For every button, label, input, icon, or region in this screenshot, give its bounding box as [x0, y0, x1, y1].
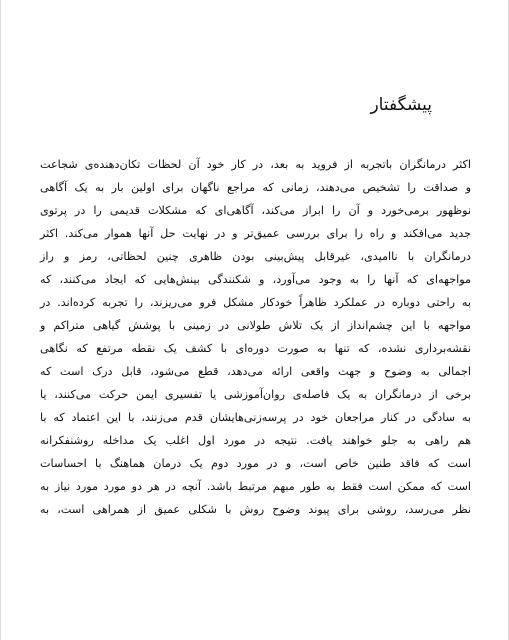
text-line: درمانگران با ناامیدی، غیرقابل پیش‌بینی بودن ظاهری چنین لحظاتی، رمز و راز — [40, 250, 471, 263]
text-line: به راحتی دوباره در عملکرد ظاهراً خودکار مشکل فرو می‌ریزند، را تجربه کرده‌اند. در — [40, 296, 471, 309]
text-line: هم راهی به جلو خواهند یافت. نتیجه در مورد اول اغلب یک مداخله روشنفکرانه — [40, 434, 471, 447]
text-line: نوظهور برمی‌خورد و آن را ابراز می‌کند، آگاهی‌ای که مشکلات قدیمی را در پرتوی — [40, 204, 471, 217]
text-line: به سادگی در کنار مراجعان خود در پرسه‌زنی‌هایشان قدم می‌زنند، با این اعتماد که با — [40, 411, 471, 424]
text-line: مواجهه‌ای که آنها را به وجود می‌آورد، و شکنندگی بینش‌هایی که ایجاد می‌کنند، که — [40, 273, 471, 286]
text-line: برخی از درمانگران به یک فاصله‌ی روان‌آموزشی یا تفسیری ایمن حرکت می‌کنند، یا — [40, 388, 471, 401]
page-title: پیشگفتار — [370, 95, 432, 115]
text-line: نقشه‌برداری نشده، که تنها به صورت دوره‌ای با کشف یک نقطه مرتفع که نگاهی — [40, 342, 471, 355]
text-line: است که ممکن است فقط به طور مبهم مرتبط باشد. آنچه در هر دو مورد مورد نیاز به — [40, 480, 471, 493]
text-line: نظر می‌رسد، روشی برای پیوند وضوح روش با شکلی عمیق از همراهی است، به — [40, 503, 471, 516]
text-line: مواجهه با این چشم‌انداز از یک تلاش طولانی در زمینی با پوشش گیاهی متراکم و — [40, 319, 471, 332]
text-line: و صداقت را تشخیص می‌دهند، زمانی که مراجع ناگهان برای اولین بار به یک آگاهی — [40, 181, 471, 194]
text-line: اجمالی به وضوح و جهت واقعی ارائه می‌دهد، قطع می‌شود، قابل درک است که — [40, 365, 471, 378]
body-paragraph — [40, 153, 471, 521]
text-line: است که فاقد طنین خاص است، و در مورد دوم یک درمان هماهنگ با احساسات — [40, 457, 471, 470]
text-line: اکثر درمانگران باتجربه از فروید به بعد، در کار خود آن لحظات تکان‌دهنده‌ی شجاعت — [40, 158, 471, 171]
text-line: جدید می‌افکند و راه را برای بررسی عمیق‌تر و در نهایت حل آنها هموار می‌کند. اکثر — [40, 227, 471, 240]
